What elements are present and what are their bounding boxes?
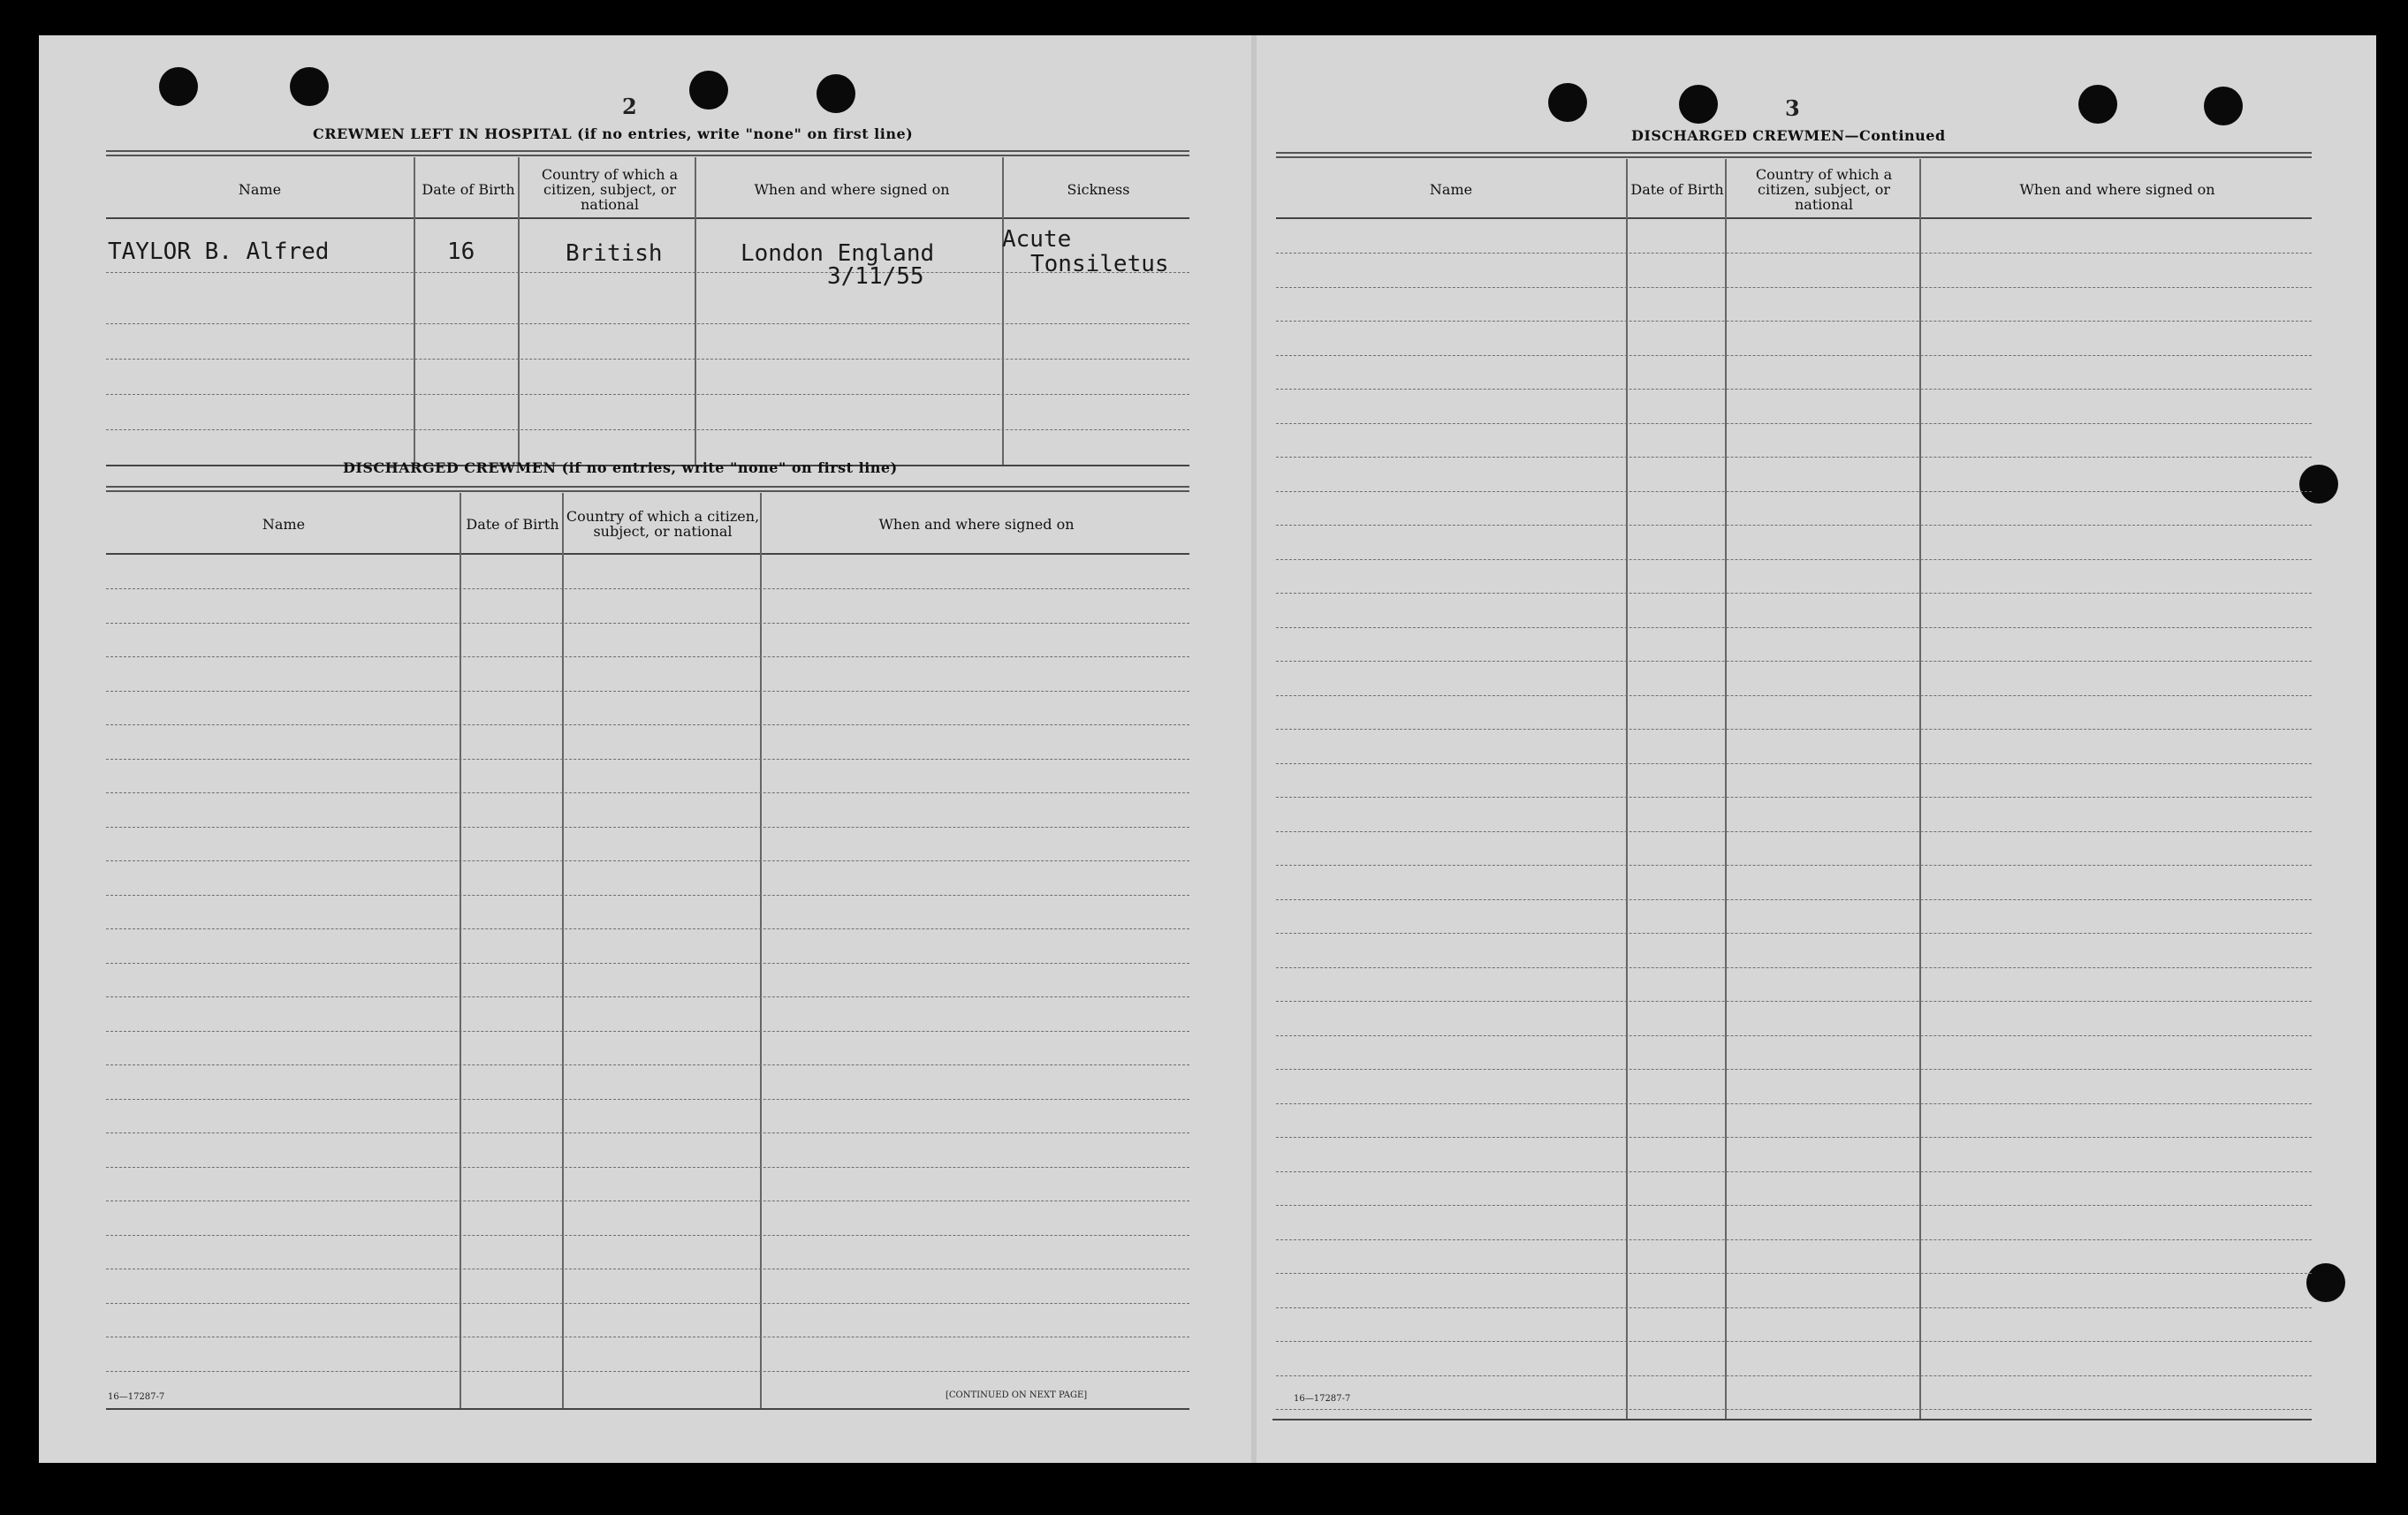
- column-header-signed-on: When and where signed on: [2019, 180, 2215, 198]
- continued-note: [CONTINUED ON NEXT PAGE]: [946, 1390, 1088, 1400]
- row-line: [106, 1064, 1189, 1065]
- row-line: [106, 691, 1189, 692]
- column-header-name: Name: [238, 180, 282, 198]
- row-line: [106, 429, 1189, 430]
- hospital-entry-signed-date: 3/11/55: [827, 263, 924, 290]
- row-line: [106, 963, 1189, 964]
- row-line: [1276, 1273, 2312, 1274]
- row-line: [106, 860, 1189, 861]
- row-line: [1276, 1001, 2312, 1002]
- row-line: [1276, 253, 2312, 254]
- punch-hole: [2299, 465, 2338, 504]
- hospital-entry-country: British: [566, 240, 663, 267]
- hospital-entry-name: TAYLOR B. Alfred: [108, 239, 330, 265]
- row-line: [1276, 797, 2312, 798]
- column-header-country: Country of which a citizen, subject, or national: [1755, 165, 1893, 213]
- row-line: [1276, 593, 2312, 594]
- punch-hole: [817, 74, 855, 113]
- row-line: [106, 724, 1189, 725]
- row-line: [106, 1235, 1189, 1236]
- hospital-section-title: CREWMEN LEFT IN HOSPITAL (if no entries, write "none" on first line): [313, 125, 914, 142]
- column-divider: [695, 157, 696, 466]
- row-line: [1276, 525, 2312, 526]
- row-line: [106, 394, 1189, 395]
- column-divider: [1626, 159, 1628, 1420]
- form-number-left: 16—17287-7: [108, 1392, 165, 1402]
- row-line: [106, 272, 1189, 273]
- column-header-country: Country of which a citizen, subject, or national: [566, 508, 760, 540]
- row-line: [106, 895, 1189, 896]
- row-line: [1276, 1375, 2312, 1376]
- punch-hole: [159, 67, 198, 106]
- row-line: [106, 1303, 1189, 1304]
- row-line: [106, 792, 1189, 793]
- column-header-name: Name: [262, 515, 306, 533]
- row-line: [106, 1099, 1189, 1100]
- column-header-sickness: Sickness: [1067, 180, 1130, 198]
- row-line: [106, 1167, 1189, 1168]
- column-divider: [1919, 159, 1921, 1420]
- column-divider: [414, 157, 415, 466]
- row-line: [1276, 1103, 2312, 1104]
- punch-hole: [2306, 1263, 2345, 1302]
- discharged-section-title: DISCHARGED CREWMEN (if no entries, write "none" on first line): [343, 459, 898, 476]
- row-line: [106, 928, 1189, 929]
- row-line: [1276, 1307, 2312, 1308]
- hospital-entry-sickness-line2: Tonsiletus: [1030, 251, 1169, 277]
- column-header-dob: Date of Birth: [422, 180, 515, 198]
- header-rule: [106, 217, 1189, 219]
- row-line: [1276, 967, 2312, 968]
- row-line: [106, 359, 1189, 360]
- row-line: [1276, 661, 2312, 662]
- row-line: [106, 1132, 1189, 1133]
- row-line: [1276, 695, 2312, 696]
- row-line: [106, 996, 1189, 997]
- row-line: [106, 623, 1189, 624]
- row-line: [1276, 933, 2312, 934]
- page-number-left: 2: [622, 94, 637, 119]
- row-line: [1276, 729, 2312, 730]
- row-line: [106, 759, 1189, 760]
- form-number-right: 16—17287-7: [1294, 1394, 1351, 1404]
- row-line: [1276, 287, 2312, 288]
- row-line: [1276, 831, 2312, 832]
- table-bottom-rule: [106, 1408, 1189, 1410]
- punch-hole: [2204, 87, 2243, 125]
- hospital-entry-signed-place: London England: [741, 240, 935, 267]
- page-gutter: [1251, 35, 1257, 1463]
- row-line: [1276, 321, 2312, 322]
- table-bottom-rule: [1272, 1419, 2312, 1420]
- column-header-country: Country of which a citizen, subject, or national: [541, 165, 679, 213]
- document-sheet: [39, 35, 2376, 1463]
- row-line: [1276, 389, 2312, 390]
- row-line: [1276, 423, 2312, 424]
- column-divider: [1725, 159, 1727, 1420]
- header-rule: [1276, 217, 2312, 219]
- discharged-continued-title: DISCHARGED CREWMEN—Continued: [1631, 127, 1946, 144]
- section-rule: [106, 150, 1189, 156]
- section-rule: [106, 486, 1189, 492]
- hospital-entry-dob: 16: [447, 239, 475, 265]
- page-number-right: 3: [1785, 95, 1800, 121]
- row-line: [1276, 491, 2312, 492]
- punch-hole: [1548, 83, 1587, 122]
- row-line: [1276, 1341, 2312, 1342]
- punch-hole: [1679, 85, 1718, 124]
- row-line: [106, 323, 1189, 324]
- header-rule: [106, 553, 1189, 555]
- row-line: [106, 1371, 1189, 1372]
- row-line: [1276, 1035, 2312, 1036]
- column-header-dob: Date of Birth: [1630, 180, 1724, 198]
- column-header-signed-on: When and where signed on: [878, 515, 1075, 533]
- row-line: [1276, 457, 2312, 458]
- punch-hole: [689, 71, 728, 110]
- row-line: [1276, 1171, 2312, 1172]
- row-line: [1276, 763, 2312, 764]
- row-line: [1276, 355, 2312, 356]
- row-line: [106, 656, 1189, 657]
- punch-hole: [2078, 85, 2117, 124]
- column-divider: [760, 493, 762, 1408]
- row-line: [1276, 559, 2312, 560]
- hospital-entry-sickness-line1: Acute: [1002, 226, 1072, 253]
- row-line: [106, 588, 1189, 589]
- row-line: [1276, 1409, 2312, 1410]
- row-line: [1276, 1137, 2312, 1138]
- row-line: [106, 827, 1189, 828]
- row-line: [1276, 1205, 2312, 1206]
- row-line: [1276, 899, 2312, 900]
- column-divider: [562, 493, 564, 1408]
- column-header-dob: Date of Birth: [466, 515, 559, 533]
- column-divider: [1002, 157, 1004, 466]
- column-header-signed-on: When and where signed on: [754, 180, 950, 198]
- section-rule: [1276, 152, 2312, 158]
- row-line: [1276, 865, 2312, 866]
- punch-hole: [290, 67, 329, 106]
- row-line: [1276, 627, 2312, 628]
- column-divider: [518, 157, 520, 466]
- row-line: [106, 1031, 1189, 1032]
- column-divider: [460, 493, 461, 1408]
- row-line: [1276, 1239, 2312, 1240]
- column-header-name: Name: [1429, 180, 1473, 198]
- row-line: [1276, 1069, 2312, 1070]
